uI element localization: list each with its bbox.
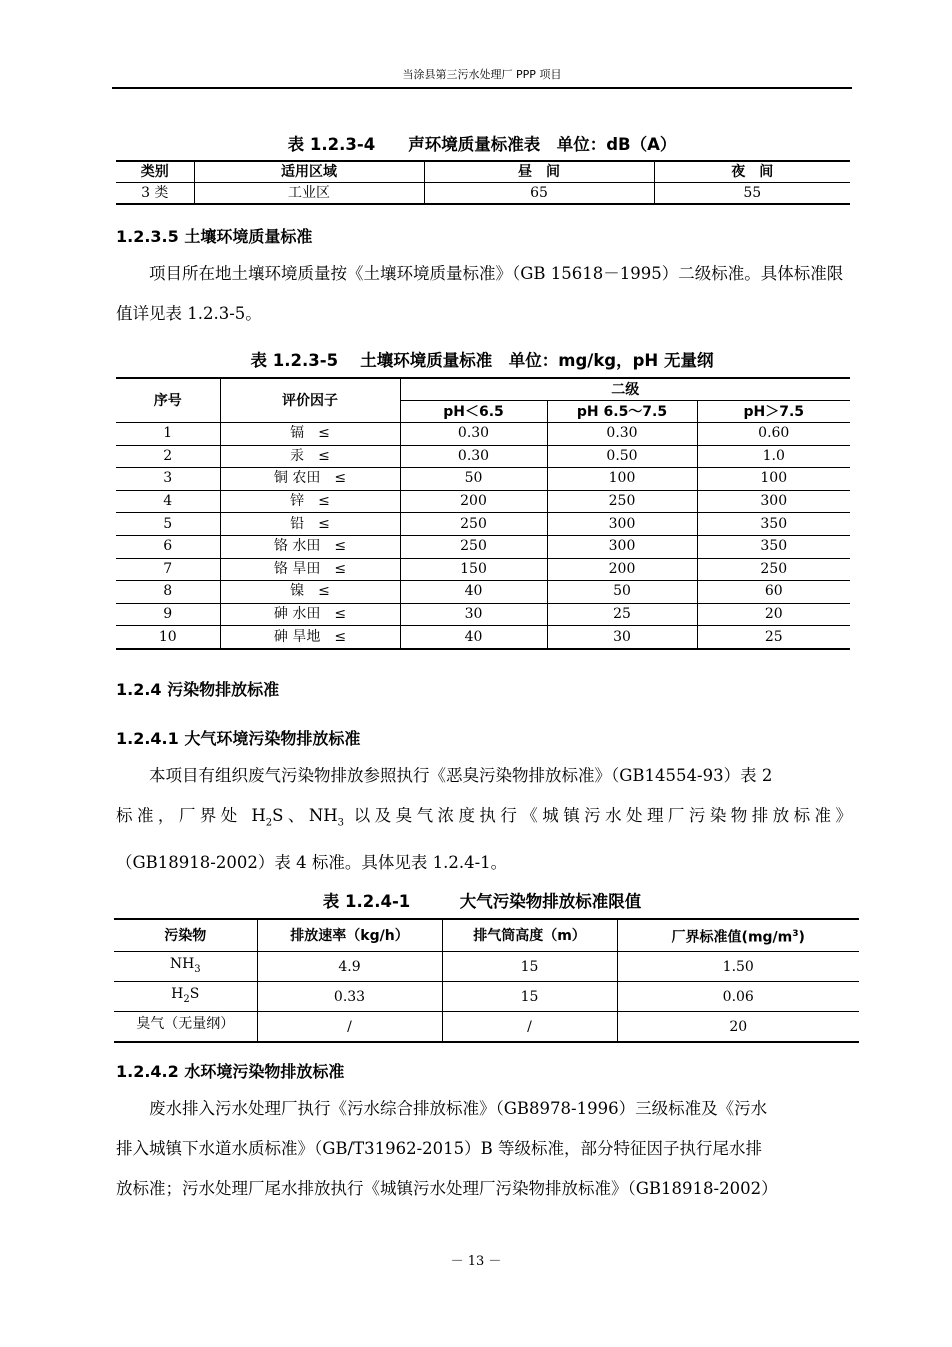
table-cell: 镍 ≤ bbox=[220, 581, 400, 604]
table-cell bbox=[114, 1012, 257, 1043]
table-cell: 1.0 bbox=[697, 445, 850, 468]
table-cell: 6 bbox=[116, 535, 220, 558]
table-cell: 200 bbox=[400, 490, 547, 513]
table-cell: 250 bbox=[547, 490, 697, 513]
table-cell: 铅 ≤ bbox=[220, 513, 400, 536]
table-row bbox=[116, 423, 850, 446]
table-cell: 300 bbox=[697, 490, 850, 513]
table-cell: 5 bbox=[116, 513, 220, 536]
col-header: 排放速率（kg/h） bbox=[257, 919, 442, 952]
text-run: 臭气（无量纲） bbox=[136, 1015, 235, 1032]
col-header: 昼 间 bbox=[424, 161, 654, 183]
table-cell: 铜 农田 ≤ bbox=[220, 468, 400, 491]
col-header bbox=[617, 919, 859, 952]
table-cell: 10 bbox=[116, 626, 220, 649]
section-heading-1235: 1.2.3.5 土壤环境质量标准 bbox=[116, 227, 313, 246]
paragraph-text: 项目所在地土壤环境质量按《土壤环境质量标准》（GB 15618－1995）二级标准。具体标准限值详见表 1.2.3-5。 bbox=[116, 264, 844, 323]
subscript: 3 bbox=[337, 817, 345, 829]
table-cell: 25 bbox=[697, 626, 850, 649]
table-cell: 20 bbox=[617, 1012, 859, 1043]
page-header: 当涂县第三污水处理厂 PPP 项目 bbox=[402, 68, 562, 81]
paragraph-line: 放标准；污水处理厂尾水排放执行《城镇污水处理厂污染物排放标准》（GB18918-2002） bbox=[116, 1179, 778, 1198]
table-cell: 350 bbox=[697, 535, 850, 558]
table-cell: 0.33 bbox=[257, 982, 442, 1012]
section-heading-124: 1.2.4 污染物排放标准 bbox=[116, 680, 280, 699]
table-row bbox=[116, 558, 850, 581]
table-cell: 300 bbox=[547, 535, 697, 558]
table-cell: 55 bbox=[654, 183, 850, 205]
table-cell: / bbox=[257, 1012, 442, 1043]
table-cell: 25 bbox=[547, 603, 697, 626]
paragraph-line bbox=[116, 796, 852, 843]
table-1235-caption: 表 1.2.3-5 土壤环境质量标准 单位：mg/kg，pH 无量纲 bbox=[250, 351, 714, 370]
col-header: 类别 bbox=[116, 161, 194, 183]
table-cell: 7 bbox=[116, 558, 220, 581]
table-cell: 250 bbox=[697, 558, 850, 581]
table-cell: 砷 水田 ≤ bbox=[220, 603, 400, 626]
table-cell: 50 bbox=[547, 581, 697, 604]
table-cell: 0.60 bbox=[697, 423, 850, 446]
section-heading-1242: 1.2.4.2 水环境污染物排放标准 bbox=[116, 1062, 345, 1081]
table-row bbox=[116, 490, 850, 513]
paragraph-water bbox=[116, 1089, 852, 1209]
table-cell: 15 bbox=[442, 952, 617, 982]
col-header: 二级 bbox=[400, 378, 850, 401]
table-row bbox=[114, 1012, 859, 1043]
subscript: 2 bbox=[265, 817, 273, 829]
noise-standard-table bbox=[116, 160, 850, 205]
col-header: pH＞7.5 bbox=[697, 401, 850, 423]
table-cell: 0.30 bbox=[400, 445, 547, 468]
header-rule bbox=[112, 87, 852, 89]
header-text: 厂界标准值(mg/m bbox=[671, 929, 793, 946]
table-cell: 砷 旱地 ≤ bbox=[220, 626, 400, 649]
table-cell: 150 bbox=[400, 558, 547, 581]
table-cell: 3 类 bbox=[116, 183, 194, 205]
text-run: S、NH bbox=[272, 806, 338, 825]
superscript: 3 bbox=[792, 928, 799, 939]
table-cell: 9 bbox=[116, 603, 220, 626]
table-cell: 锌 ≤ bbox=[220, 490, 400, 513]
paragraph-soil bbox=[116, 254, 852, 334]
table-cell: 65 bbox=[424, 183, 654, 205]
subscript: 2 bbox=[183, 993, 190, 1005]
text-run: H bbox=[171, 985, 184, 1002]
table-cell: 250 bbox=[400, 535, 547, 558]
paragraph-line: 本项目有组织废气污染物排放参照执行《恶臭污染物排放标准》（GB14554-93）表 2 bbox=[149, 766, 773, 785]
section-heading-1241: 1.2.4.1 大气环境污染物排放标准 bbox=[116, 729, 361, 748]
subscript: 3 bbox=[194, 963, 201, 975]
text-run: NH bbox=[169, 955, 195, 972]
table-cell bbox=[114, 982, 257, 1012]
table-cell: 200 bbox=[547, 558, 697, 581]
table-cell: 350 bbox=[697, 513, 850, 536]
table-cell: 1 bbox=[116, 423, 220, 446]
table-cell: 100 bbox=[547, 468, 697, 491]
table-row bbox=[116, 626, 850, 649]
table-cell: 0.30 bbox=[400, 423, 547, 446]
table-cell: 40 bbox=[400, 581, 547, 604]
table-cell: 铬 水田 ≤ bbox=[220, 535, 400, 558]
table-cell: 300 bbox=[547, 513, 697, 536]
table-row bbox=[116, 535, 850, 558]
table-cell: 镉 ≤ bbox=[220, 423, 400, 446]
table-row bbox=[116, 581, 850, 604]
table-cell: 30 bbox=[400, 603, 547, 626]
table-cell: 100 bbox=[697, 468, 850, 491]
table-row bbox=[116, 603, 850, 626]
table-row bbox=[116, 183, 850, 205]
header-text: ) bbox=[798, 929, 805, 946]
paragraph-line: 排入城镇下水道水质标准》（GB/T31962-2015）B 等级标准，部分特征因子执行尾水排 bbox=[116, 1139, 763, 1158]
table-cell: 0.30 bbox=[547, 423, 697, 446]
table-cell: 铬 旱田 ≤ bbox=[220, 558, 400, 581]
air-emission-table bbox=[114, 918, 859, 1043]
paragraph-line: 废水排入污水处理厂执行《污水综合排放标准》（GB8978-1996）三级标准及《污水 bbox=[149, 1099, 768, 1118]
table-cell: 3 bbox=[116, 468, 220, 491]
table-cell: 8 bbox=[116, 581, 220, 604]
table-row bbox=[114, 952, 859, 982]
table-cell: 1.50 bbox=[617, 952, 859, 982]
table-cell: 50 bbox=[400, 468, 547, 491]
table-cell: 30 bbox=[547, 626, 697, 649]
table-cell: 40 bbox=[400, 626, 547, 649]
paragraph-line: （GB18918-2002）表 4 标准。具体见表 1.2.4-1。 bbox=[116, 853, 508, 873]
text-run: 标准，厂界处 H bbox=[116, 806, 266, 825]
col-header: 序号 bbox=[116, 378, 220, 423]
table-cell: 2 bbox=[116, 445, 220, 468]
page-number: － 13 － bbox=[450, 1254, 502, 1269]
table-row bbox=[116, 445, 850, 468]
table-cell: 4.9 bbox=[257, 952, 442, 982]
table-row bbox=[114, 982, 859, 1012]
table-1241-caption: 表 1.2.4-1 大气污染物排放标准限值 bbox=[322, 892, 642, 911]
col-header: pH 6.5～7.5 bbox=[547, 401, 697, 423]
col-header: 评价因子 bbox=[220, 378, 400, 423]
table-row bbox=[116, 468, 850, 491]
col-header: 夜 间 bbox=[654, 161, 850, 183]
col-header: 排气筒高度（m） bbox=[442, 919, 617, 952]
table-row bbox=[116, 513, 850, 536]
table-cell: 250 bbox=[400, 513, 547, 536]
table-cell: 60 bbox=[697, 581, 850, 604]
table-cell: 20 bbox=[697, 603, 850, 626]
table-cell: 0.50 bbox=[547, 445, 697, 468]
col-header: 污染物 bbox=[114, 919, 257, 952]
table-cell: 汞 ≤ bbox=[220, 445, 400, 468]
table-cell: 0.06 bbox=[617, 982, 859, 1012]
text-run: 以及臭气浓度执行《城镇污水处理厂污染物排放标准》 bbox=[344, 806, 852, 825]
table-cell: 4 bbox=[116, 490, 220, 513]
text-run: S bbox=[189, 985, 200, 1002]
table-cell: 工业区 bbox=[194, 183, 424, 205]
table-cell: 15 bbox=[442, 982, 617, 1012]
table-cell: / bbox=[442, 1012, 617, 1043]
col-header: 适用区域 bbox=[194, 161, 424, 183]
col-header: pH＜6.5 bbox=[400, 401, 547, 423]
paragraph-air bbox=[116, 756, 852, 883]
table-cell bbox=[114, 952, 257, 982]
soil-standard-table bbox=[116, 377, 850, 650]
table-1234-caption: 表 1.2.3-4 声环境质量标准表 单位：dB（A） bbox=[287, 135, 677, 154]
